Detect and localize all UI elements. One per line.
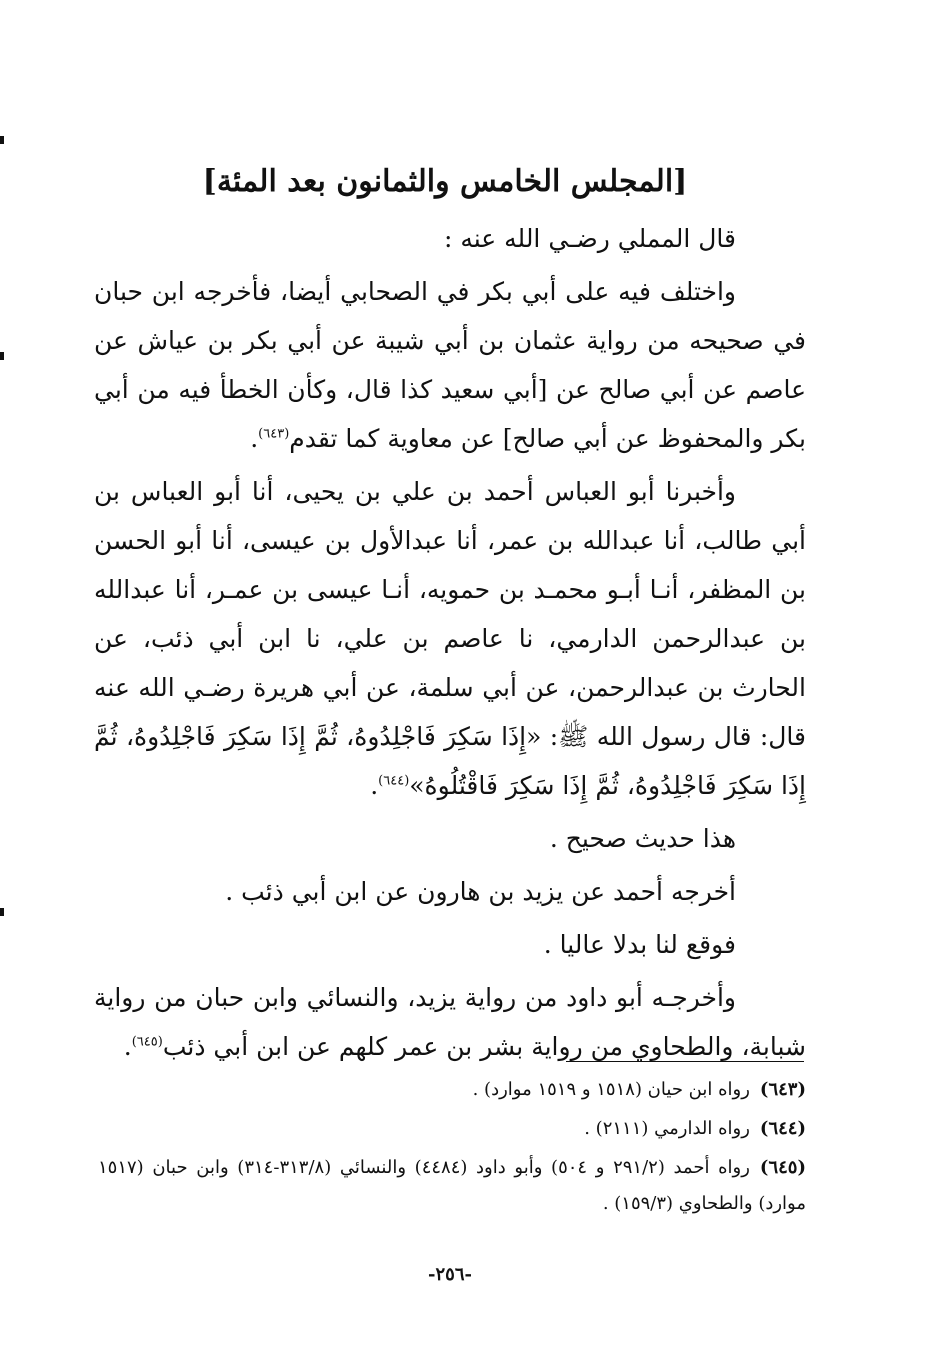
paragraph-end: . bbox=[123, 1032, 132, 1061]
footnote-number: (٦٤٣) bbox=[759, 1079, 806, 1100]
paragraph-isnad-hadith bbox=[94, 467, 806, 810]
footnote-text: رواه ابن حيان (١٥١٨ و ١٥١٩ موارد) . bbox=[472, 1079, 750, 1100]
footnotes bbox=[98, 1072, 806, 1225]
paragraph-takhrij bbox=[94, 973, 806, 1071]
footnote-number: (٦٤٤) bbox=[759, 1118, 806, 1139]
footnote-645 bbox=[98, 1150, 806, 1222]
footnote-ref-643: (٦٤٣) bbox=[258, 426, 290, 442]
paragraph-text: واختلف فيه على أبي بكر في الصحابي أيضا، فأخرجه ابن حبان في صحيحه من رواية عثمان بن أبي شيبة عن أبي بكر بن عياش عن عاصم عن أبي صالح عن [أبي سعيد كذا قال، وكأن الخطأ فيه من أبي بكر والمحفوظ عن أبي صالح] عن معاوية كما تقدم bbox=[94, 277, 806, 453]
paragraph-dictator-intro: قال المملي رضـي الله عنه : bbox=[443, 224, 736, 253]
paragraph-disagreement bbox=[94, 267, 806, 463]
footnote-ref-644: (٦٤٤) bbox=[378, 773, 410, 789]
paragraph-end: . bbox=[370, 771, 379, 800]
paragraph-end: . bbox=[250, 424, 259, 453]
footnote-number: (٦٤٥) bbox=[759, 1157, 806, 1178]
page-number: -٢٥٦- bbox=[428, 1264, 472, 1285]
paragraph-text: وأخرجـه أبو داود من رواية يزيد، والنسائي وابن حبان من رواية شبابة، والطحاوي من رواية بشر بن عمر كلهم عن ابن أبي ذئب bbox=[94, 983, 806, 1061]
footnote-644 bbox=[98, 1111, 806, 1147]
footnote-text: رواه أحمد (٢٩١/٢ و ٥٠٤) وأبو داود (٤٤٨٤) والنسائي (٣١٣/٨-٣١٤) وابن حبان (١٥١٧ موارد) والطحاوي (١٥٩/٣) . bbox=[98, 1157, 806, 1214]
footnote-643 bbox=[98, 1072, 806, 1108]
footnote-ref-645: (٦٤٥) bbox=[131, 1034, 163, 1050]
main-text bbox=[94, 214, 806, 1075]
paragraph-ahmad: أخرجه أحمد عن يزيد بن هارون عن ابن أبي ذئب . bbox=[225, 877, 736, 906]
chapter-title: [المجلس الخامس والثمانون بعد المئة] bbox=[202, 164, 688, 199]
footnote-text: رواه الدارمي (٢١١١) . bbox=[584, 1118, 750, 1139]
scan-edge-mark bbox=[0, 908, 4, 916]
paragraph-grading: هذا حديث صحيح . bbox=[549, 824, 736, 853]
scan-edge-mark bbox=[0, 352, 4, 360]
footnote-separator bbox=[566, 1061, 804, 1062]
paragraph-badal: فوقع لنا بدلا عاليا . bbox=[543, 930, 736, 959]
scan-edge-mark bbox=[0, 136, 4, 144]
paragraph-text: وأخبرنا أبو العباس أحمد بن علي بن يحيى، أنا أبو العباس بن أبي طالب، أنا عبدالله بن عمر، أنا عبدالأول بن عيسى، أنا أبو الحسن بن المظفر، أنـا أبـو محمـد بن حمويه، أنـا عيسى بن عمـر، أنا عبدالله بن عبدالرحمن الدارمي، نا عاصم بن علي، نا ابن أبي ذئب، عن الحارث بن عبدالرحمن، عن أبي سلمة، عن أبي هريرة رضـي الله عنه قال: قال رسول الله ﷺ: «إِذَا سَكِرَ فَاجْلِدُوهُ، ثُمَّ إِذَا سَكِرَ فَاجْلِدُوهُ، ثُمَّ إِذَا سَكِرَ فَاجْلِدُوهُ، ثُمَّ إِذَا سَكِرَ فَاقْتُلُوهُ» bbox=[94, 477, 806, 800]
